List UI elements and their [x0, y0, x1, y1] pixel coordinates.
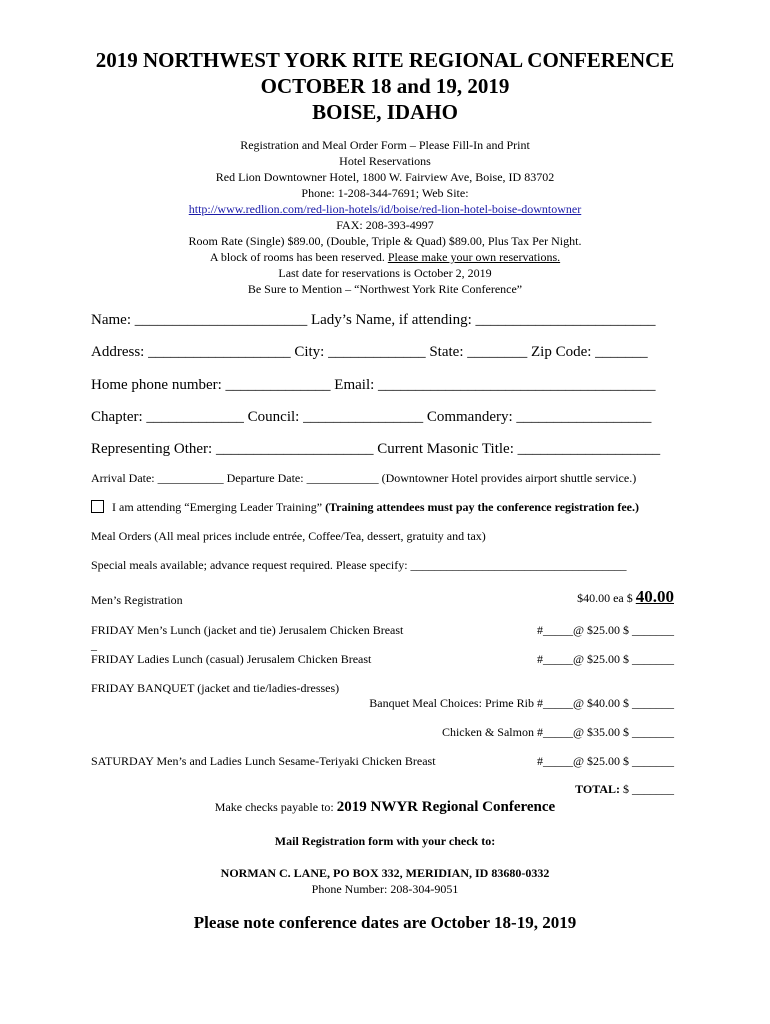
contact-phone: Phone Number: 208-304-9051 [311, 882, 459, 896]
friday-mens-lunch: FRIDAY Men’s Lunch (jacket and tie) Jerusalem Chicken Breast [91, 623, 404, 637]
room-block [0, 249, 770, 265]
room-block-text: A block of rooms has been reserved. [209, 250, 388, 264]
friday-mens-lunch-price[interactable]: #_____@ $25.00 $ _______ [536, 623, 674, 637]
form-subtitle: Registration and Meal Order Form – Please Fill-In and Print [240, 138, 530, 152]
dates-reminder: Please note conference dates are October 18-19, 2019 [193, 913, 577, 932]
phone-email-field[interactable]: Home phone number: ______________ Email: _____________________________________ [91, 377, 656, 393]
friday-ladies-lunch-price[interactable]: #_____@ $25.00 $ _______ [536, 652, 674, 666]
total-value: $ _______ [620, 782, 674, 796]
checks-payee: 2019 NWYR Regional Conference [336, 799, 556, 815]
mens-registration-label: Men’s Registration [91, 593, 183, 607]
saturday-lunch-price[interactable]: #_____@ $25.00 $ _______ [536, 754, 674, 768]
stray-underscore: _ [91, 638, 97, 652]
mens-registration-price: $40.00 ea $ [577, 591, 636, 605]
mens-registration-amount [577, 589, 674, 606]
hotel-website-link[interactable]: http://www.redlion.com/red-lion-hotels/id/boise/red-lion-hotel-boise-downtowner [188, 202, 582, 216]
mailing-address: NORMAN C. LANE, PO BOX 332, MERIDIAN, ID 83680-0332 [220, 866, 550, 880]
total-label: TOTAL: [575, 782, 620, 796]
checks-payable-label: Make checks payable to: [214, 800, 337, 814]
meal-orders-note: Meal Orders (All meal prices include entrée, Coffee/Tea, dessert, gratuity and tax) [91, 529, 486, 543]
reservation-deadline: Last date for reservations is October 2, 2019 [278, 266, 492, 280]
friday-banquet: FRIDAY BANQUET (jacket and tie/ladies-dresses) [91, 681, 340, 695]
leader-training-label [112, 499, 639, 515]
representing-field[interactable]: Representing Other: _____________________ Current Masonic Title: ___________________ [91, 441, 661, 457]
mention-note: Be Sure to Mention – “Northwest York Rite Conference” [247, 282, 523, 296]
mens-registration-total: 40.00 [635, 587, 674, 606]
name-field[interactable]: Name: _______________________ Lady’s Name, if attending: ________________________ [91, 312, 656, 328]
special-meals-field[interactable]: Special meals available; advance request required. Please specify: ____________________________________ [91, 558, 627, 572]
hotel-phone: Phone: 1-208-344-7691; Web Site: [301, 186, 469, 200]
checks-payable [0, 799, 770, 815]
address-field[interactable]: Address: ___________________ City: _____________ State: ________ Zip Code: _______ [91, 344, 648, 360]
room-rate: Room Rate (Single) $89.00, (Double, Triple & Quad) $89.00, Plus Tax Per Night. [188, 234, 582, 248]
conference-location: BOISE, IDAHO [312, 100, 458, 124]
friday-ladies-lunch: FRIDAY Ladies Lunch (casual) Jerusalem Chicken Breast [91, 652, 372, 666]
total-line[interactable] [575, 781, 674, 797]
conference-dates: OCTOBER 18 and 19, 2019 [260, 74, 510, 98]
arrival-departure-field[interactable]: Arrival Date: ___________ Departure Date: ____________ (Downtowner Hotel provides airport shuttle service.) [91, 471, 637, 485]
leader-training-note: (Training attendees must pay the conference registration fee.) [325, 500, 640, 514]
saturday-lunch: SATURDAY Men’s and Ladies Lunch Sesame-Teriyaki Chicken Breast [91, 754, 436, 768]
hotel-address: Red Lion Downtowner Hotel, 1800 W. Fairview Ave, Boise, ID 83702 [215, 170, 555, 184]
mail-instructions: Mail Registration form with your check to: [274, 834, 496, 848]
banquet-prime-rib[interactable]: Banquet Meal Choices: Prime Rib #_____@ $40.00 $ _______ [369, 696, 674, 710]
hotel-fax: FAX: 208-393-4997 [336, 218, 434, 232]
chapter-field[interactable]: Chapter: _____________ Council: ________________ Commandery: __________________ [91, 409, 652, 425]
hotel-website-line [0, 201, 770, 217]
leader-training-text: I am attending “Emerging Leader Training” [112, 500, 326, 514]
reservation-notice: Please make your own reservations. [387, 250, 561, 264]
banquet-chicken-salmon[interactable]: Chicken & Salmon #_____@ $35.00 $ _______ [441, 725, 674, 739]
leader-training-checkbox[interactable] [91, 500, 104, 513]
hotel-heading: Hotel Reservations [339, 154, 431, 168]
conference-title: 2019 NORTHWEST YORK RITE REGIONAL CONFERENCE [95, 48, 675, 72]
